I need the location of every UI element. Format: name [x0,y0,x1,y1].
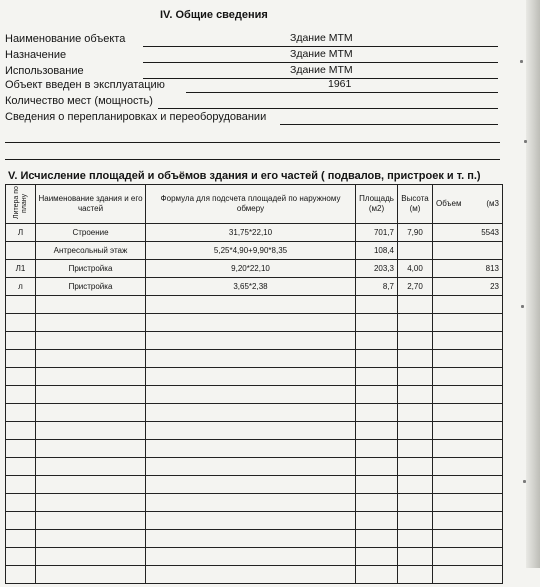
info-label-capacity: Количество мест (мощность) [5,95,153,107]
info-value-usage: Здание МТМ [290,64,353,76]
table-cell-empty [36,512,146,530]
cell-litera: л [6,278,36,296]
table-cell-empty [6,404,36,422]
table-cell-empty [433,332,503,350]
table-row-empty [6,548,503,566]
table-cell-empty [356,458,398,476]
cell-height [398,242,433,260]
cell-height: 4,00 [398,260,433,278]
table-cell-empty [433,512,503,530]
table-cell-empty [36,314,146,332]
table-row-empty [6,530,503,548]
section-5-title: V. Исчисление площадей и объёмов здания и его частей ( подвалов, пристроек и т. п.) [8,170,481,182]
table-cell-empty [356,440,398,458]
info-value-commissioned: 1961 [328,78,352,90]
table-cell-empty [146,422,356,440]
table-cell-empty [398,530,433,548]
cell-name: Строение [36,224,146,242]
table-cell-empty [36,332,146,350]
cell-volume [433,242,503,260]
table-cell-empty [146,494,356,512]
info-label-purpose: Назначение [5,49,67,61]
table-cell-empty [398,566,433,584]
header-formula: Формула для подсчета площадей по наружному обмеру [146,185,356,224]
table-cell-empty [6,512,36,530]
table-cell-empty [146,512,356,530]
table-cell-empty [356,512,398,530]
area-volume-table [5,184,503,584]
table-cell-empty [398,422,433,440]
cell-litera [6,242,36,260]
info-underline [143,46,498,47]
table-cell-empty [398,386,433,404]
table-row-empty [6,422,503,440]
table-cell-empty [146,368,356,386]
info-underline [143,78,498,79]
info-value-object-name: Здание МТМ [290,32,353,44]
info-underline [280,124,498,125]
table-cell-empty [6,332,36,350]
table-cell-empty [146,548,356,566]
table-cell-empty [36,404,146,422]
table-cell-empty [36,440,146,458]
table-cell-empty [433,458,503,476]
table-cell-empty [356,476,398,494]
cell-area: 8,7 [356,278,398,296]
header-height: Высота (м) [398,185,433,224]
table-cell-empty [6,422,36,440]
table-cell-empty [146,314,356,332]
table-cell-empty [356,566,398,584]
table-row-empty [6,314,503,332]
table-cell-empty [36,566,146,584]
table-row-empty [6,404,503,422]
table-cell-empty [398,494,433,512]
table-cell-empty [398,512,433,530]
table-cell-empty [6,386,36,404]
cell-formula: 3,65*2,38 [146,278,356,296]
header-area: Площадь (м2) [356,185,398,224]
table-cell-empty [398,440,433,458]
cell-volume: 5543 [433,224,503,242]
table-cell-empty [6,296,36,314]
cell-height: 2,70 [398,278,433,296]
cell-area: 701,7 [356,224,398,242]
table-cell-empty [356,296,398,314]
header-name: Наименование здания и его частей [36,185,146,224]
page-edge-shadow [526,0,540,568]
table-row-empty [6,332,503,350]
table-cell-empty [398,314,433,332]
table-cell-empty [6,314,36,332]
info-label-commissioned: Объект введен в эксплуатацию [5,79,165,91]
table-cell-empty [433,530,503,548]
table-cell-empty [146,386,356,404]
table-cell-empty [36,386,146,404]
cell-formula: 31,75*22,10 [146,224,356,242]
table-cell-empty [356,368,398,386]
table-cell-empty [36,296,146,314]
table-cell-empty [398,350,433,368]
table-cell-empty [36,476,146,494]
cell-litera: Л [6,224,36,242]
table-cell-empty [356,386,398,404]
table-cell-empty [398,332,433,350]
info-label-redevelopment: Сведения о перепланировках и переоборудовании [5,111,267,123]
table-row-empty [6,512,503,530]
scan-speck [524,140,527,143]
table-cell-empty [6,350,36,368]
table-row-empty [6,476,503,494]
table-cell-empty [433,440,503,458]
table-cell-empty [433,494,503,512]
table-row-empty [6,296,503,314]
table-cell-empty [433,386,503,404]
cell-name: Пристройка [36,260,146,278]
table-row-empty [6,440,503,458]
cell-area: 108,4 [356,242,398,260]
table-cell-empty [356,494,398,512]
table-cell-empty [36,494,146,512]
table-cell-empty [356,314,398,332]
cell-area: 203,3 [356,260,398,278]
table-cell-empty [433,422,503,440]
table-cell-empty [356,422,398,440]
table-cell-empty [6,458,36,476]
table-row [6,242,503,260]
table-cell-empty [398,404,433,422]
info-label-usage: Использование [5,65,84,77]
table-cell-empty [356,548,398,566]
table-cell-empty [36,548,146,566]
section-4-title: IV. Общие сведения [160,9,268,21]
table-cell-empty [398,476,433,494]
table-cell-empty [36,368,146,386]
table-cell-empty [398,458,433,476]
info-underline [186,92,498,93]
table-cell-empty [146,530,356,548]
info-value-purpose: Здание МТМ [290,48,353,60]
table-cell-empty [398,368,433,386]
table-cell-empty [398,548,433,566]
table-cell-empty [433,314,503,332]
info-underline [143,62,498,63]
table-header-row [6,185,503,224]
table-cell-empty [6,476,36,494]
cell-volume: 23 [433,278,503,296]
cell-height: 7,90 [398,224,433,242]
table-cell-empty [36,530,146,548]
table-cell-empty [398,296,433,314]
header-litera: Литера по плану [6,185,36,224]
table-cell-empty [36,422,146,440]
table-cell-empty [146,476,356,494]
table-cell-empty [6,530,36,548]
cell-formula: 5,25*4,90+9,90*8,35 [146,242,356,260]
scan-speck [520,60,523,63]
blank-line [5,159,500,160]
cell-litera: Л1 [6,260,36,278]
table-cell-empty [146,350,356,368]
info-label-object-name: Наименование объекта [5,33,126,45]
table-cell-empty [36,458,146,476]
table-cell-empty [433,404,503,422]
table-row-empty [6,458,503,476]
blank-line [5,142,500,143]
table-cell-empty [6,368,36,386]
table-cell-empty [146,296,356,314]
info-underline [158,108,498,109]
table-cell-empty [146,332,356,350]
table-row-empty [6,368,503,386]
table-cell-empty [433,350,503,368]
table-cell-empty [433,368,503,386]
table-cell-empty [356,332,398,350]
table-cell-empty [356,404,398,422]
table-cell-empty [433,476,503,494]
table-cell-empty [6,440,36,458]
cell-volume: 813 [433,260,503,278]
cell-formula: 9,20*22,10 [146,260,356,278]
table-cell-empty [146,440,356,458]
table-row [6,260,503,278]
table-cell-empty [6,548,36,566]
table-cell-empty [356,350,398,368]
cell-name: Пристройка [36,278,146,296]
table-cell-empty [433,548,503,566]
table-cell-empty [146,404,356,422]
table-cell-empty [146,566,356,584]
table-cell-empty [356,530,398,548]
scan-speck [523,480,526,483]
table-cell-empty [36,350,146,368]
table-cell-empty [6,566,36,584]
table-row [6,224,503,242]
scan-speck [521,305,524,308]
table-cell-empty [433,566,503,584]
table-row-empty [6,386,503,404]
table-row-empty [6,350,503,368]
table-cell-empty [146,458,356,476]
header-volume: Объем (м3 [433,185,503,224]
table-cell-empty [433,296,503,314]
table-cell-empty [6,494,36,512]
cell-name: Антресольный этаж [36,242,146,260]
table-row [6,278,503,296]
table-row-empty [6,494,503,512]
table-row-empty [6,566,503,584]
